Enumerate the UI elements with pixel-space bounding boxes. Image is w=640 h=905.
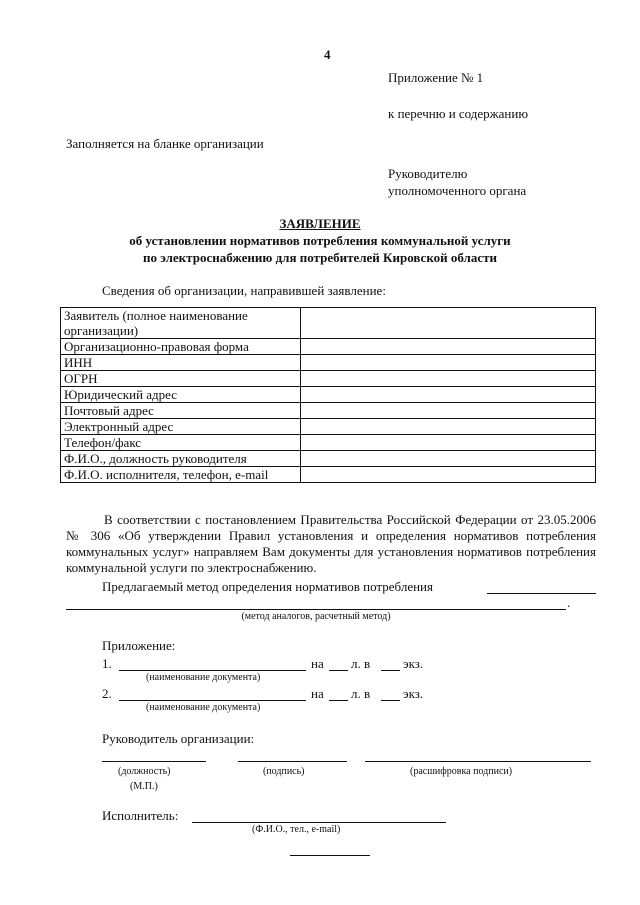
attachment-2-copies-field[interactable]: [381, 700, 400, 701]
title-line2: по электроснабжению для потребителей Кировской области: [143, 250, 497, 265]
row-label-email: Электронный адрес: [61, 419, 301, 435]
document-title: ЗАЯВЛЕНИЕ: [279, 216, 361, 231]
attachment-na-label: на: [311, 686, 324, 701]
stamp-hint: (М.П.): [130, 781, 158, 792]
row-label-applicant: Заявитель (полное наименование организации): [61, 308, 301, 339]
addressee-line1: Руководителю: [388, 166, 468, 181]
table-row: [61, 355, 596, 371]
row-value-inn[interactable]: [301, 355, 596, 371]
row-value-executor[interactable]: [301, 467, 596, 483]
table-row: [61, 419, 596, 435]
table-row: [61, 467, 596, 483]
title-line1: об установлении нормативов потребления коммунальной услуги: [129, 233, 511, 248]
attachment-hint: (наименование документа): [146, 672, 261, 683]
table-row: [61, 339, 596, 355]
signature-decode-field[interactable]: [365, 761, 591, 762]
sign-hint: (подпись): [263, 766, 305, 777]
row-label-phone: Телефон/факс: [61, 435, 301, 451]
table-row: [61, 371, 596, 387]
method-field-line2[interactable]: [66, 609, 566, 610]
page-number: 4: [324, 47, 331, 62]
row-value-legal-address[interactable]: [301, 387, 596, 403]
attachment-copies-label: экз.: [403, 686, 424, 701]
attachment-number: 1.: [102, 656, 112, 671]
attachment-sheets-label: л. в: [351, 686, 371, 701]
executor-field[interactable]: [192, 822, 446, 823]
row-label-postal-address: Почтовый адрес: [61, 403, 301, 419]
position-field[interactable]: [102, 761, 206, 762]
table-row: [61, 308, 596, 339]
position-hint: (должность): [118, 766, 171, 777]
table-row: [61, 387, 596, 403]
row-value-postal-address[interactable]: [301, 403, 596, 419]
signature-label: Руководитель организации:: [102, 731, 255, 746]
attachment-1-name-field[interactable]: [119, 670, 306, 671]
attachment-number: 2.: [102, 686, 112, 701]
attachment-sheets-label: л. в: [351, 656, 371, 671]
row-value-legal-form[interactable]: [301, 339, 596, 355]
row-label-director: Ф.И.О., должность руководителя: [61, 451, 301, 467]
body-paragraph: В соответствии с постановлением Правительства Российской Федерации от 23.05.2006 № 306 «Об утверждении Правил установления и определения нормативов потребления коммунальных услуг» направляем Вам документы для установления нормативов потребления коммунальной услуги по электроснабжению.: [66, 512, 596, 575]
executor-label: Исполнитель:: [102, 808, 179, 823]
row-label-legal-form: Организационно-правовая форма: [61, 339, 301, 355]
attachment-na-label: на: [311, 656, 324, 671]
method-label: Предлагаемый метод определения нормативов потребления: [102, 579, 433, 594]
attachment-1-sheets-field[interactable]: [329, 670, 348, 671]
org-info-heading: Сведения об организации, направившей заявление:: [102, 283, 386, 298]
row-value-email[interactable]: [301, 419, 596, 435]
table-row: [61, 451, 596, 467]
table-row: [61, 403, 596, 419]
addressee-line2: уполномоченного органа: [388, 183, 527, 198]
attachment-2-name-field[interactable]: [119, 700, 306, 701]
decode-hint: (расшифровка подписи): [410, 766, 513, 777]
row-value-applicant[interactable]: [301, 308, 596, 339]
row-label-legal-address: Юридический адрес: [61, 387, 301, 403]
row-value-ogrn[interactable]: [301, 371, 596, 387]
method-hint: (метод аналогов, расчетный метод): [241, 611, 391, 622]
org-info-table: [60, 307, 596, 483]
row-label-executor: Ф.И.О. исполнителя, телефон, e-mail: [61, 467, 301, 483]
attachment-hint: (наименование документа): [146, 702, 261, 713]
method-field-line1[interactable]: [487, 593, 596, 594]
row-value-director[interactable]: [301, 451, 596, 467]
blank-note: Заполняется на бланке организации: [66, 136, 264, 151]
table-row: [61, 435, 596, 451]
attachment-1-copies-field[interactable]: [381, 670, 400, 671]
attachment-2-sheets-field[interactable]: [329, 700, 348, 701]
signature-field[interactable]: [238, 761, 347, 762]
row-label-inn: ИНН: [61, 355, 301, 371]
to-list-label: к перечню и содержанию: [388, 106, 529, 121]
closing-divider: [290, 855, 370, 856]
attachments-label: Приложение:: [102, 638, 176, 653]
attachment-copies-label: экз.: [403, 656, 424, 671]
appendix-label: Приложение № 1: [388, 70, 484, 85]
row-label-ogrn: ОГРН: [61, 371, 301, 387]
row-value-phone[interactable]: [301, 435, 596, 451]
executor-hint: (Ф.И.О., тел., e-mail): [252, 824, 341, 835]
